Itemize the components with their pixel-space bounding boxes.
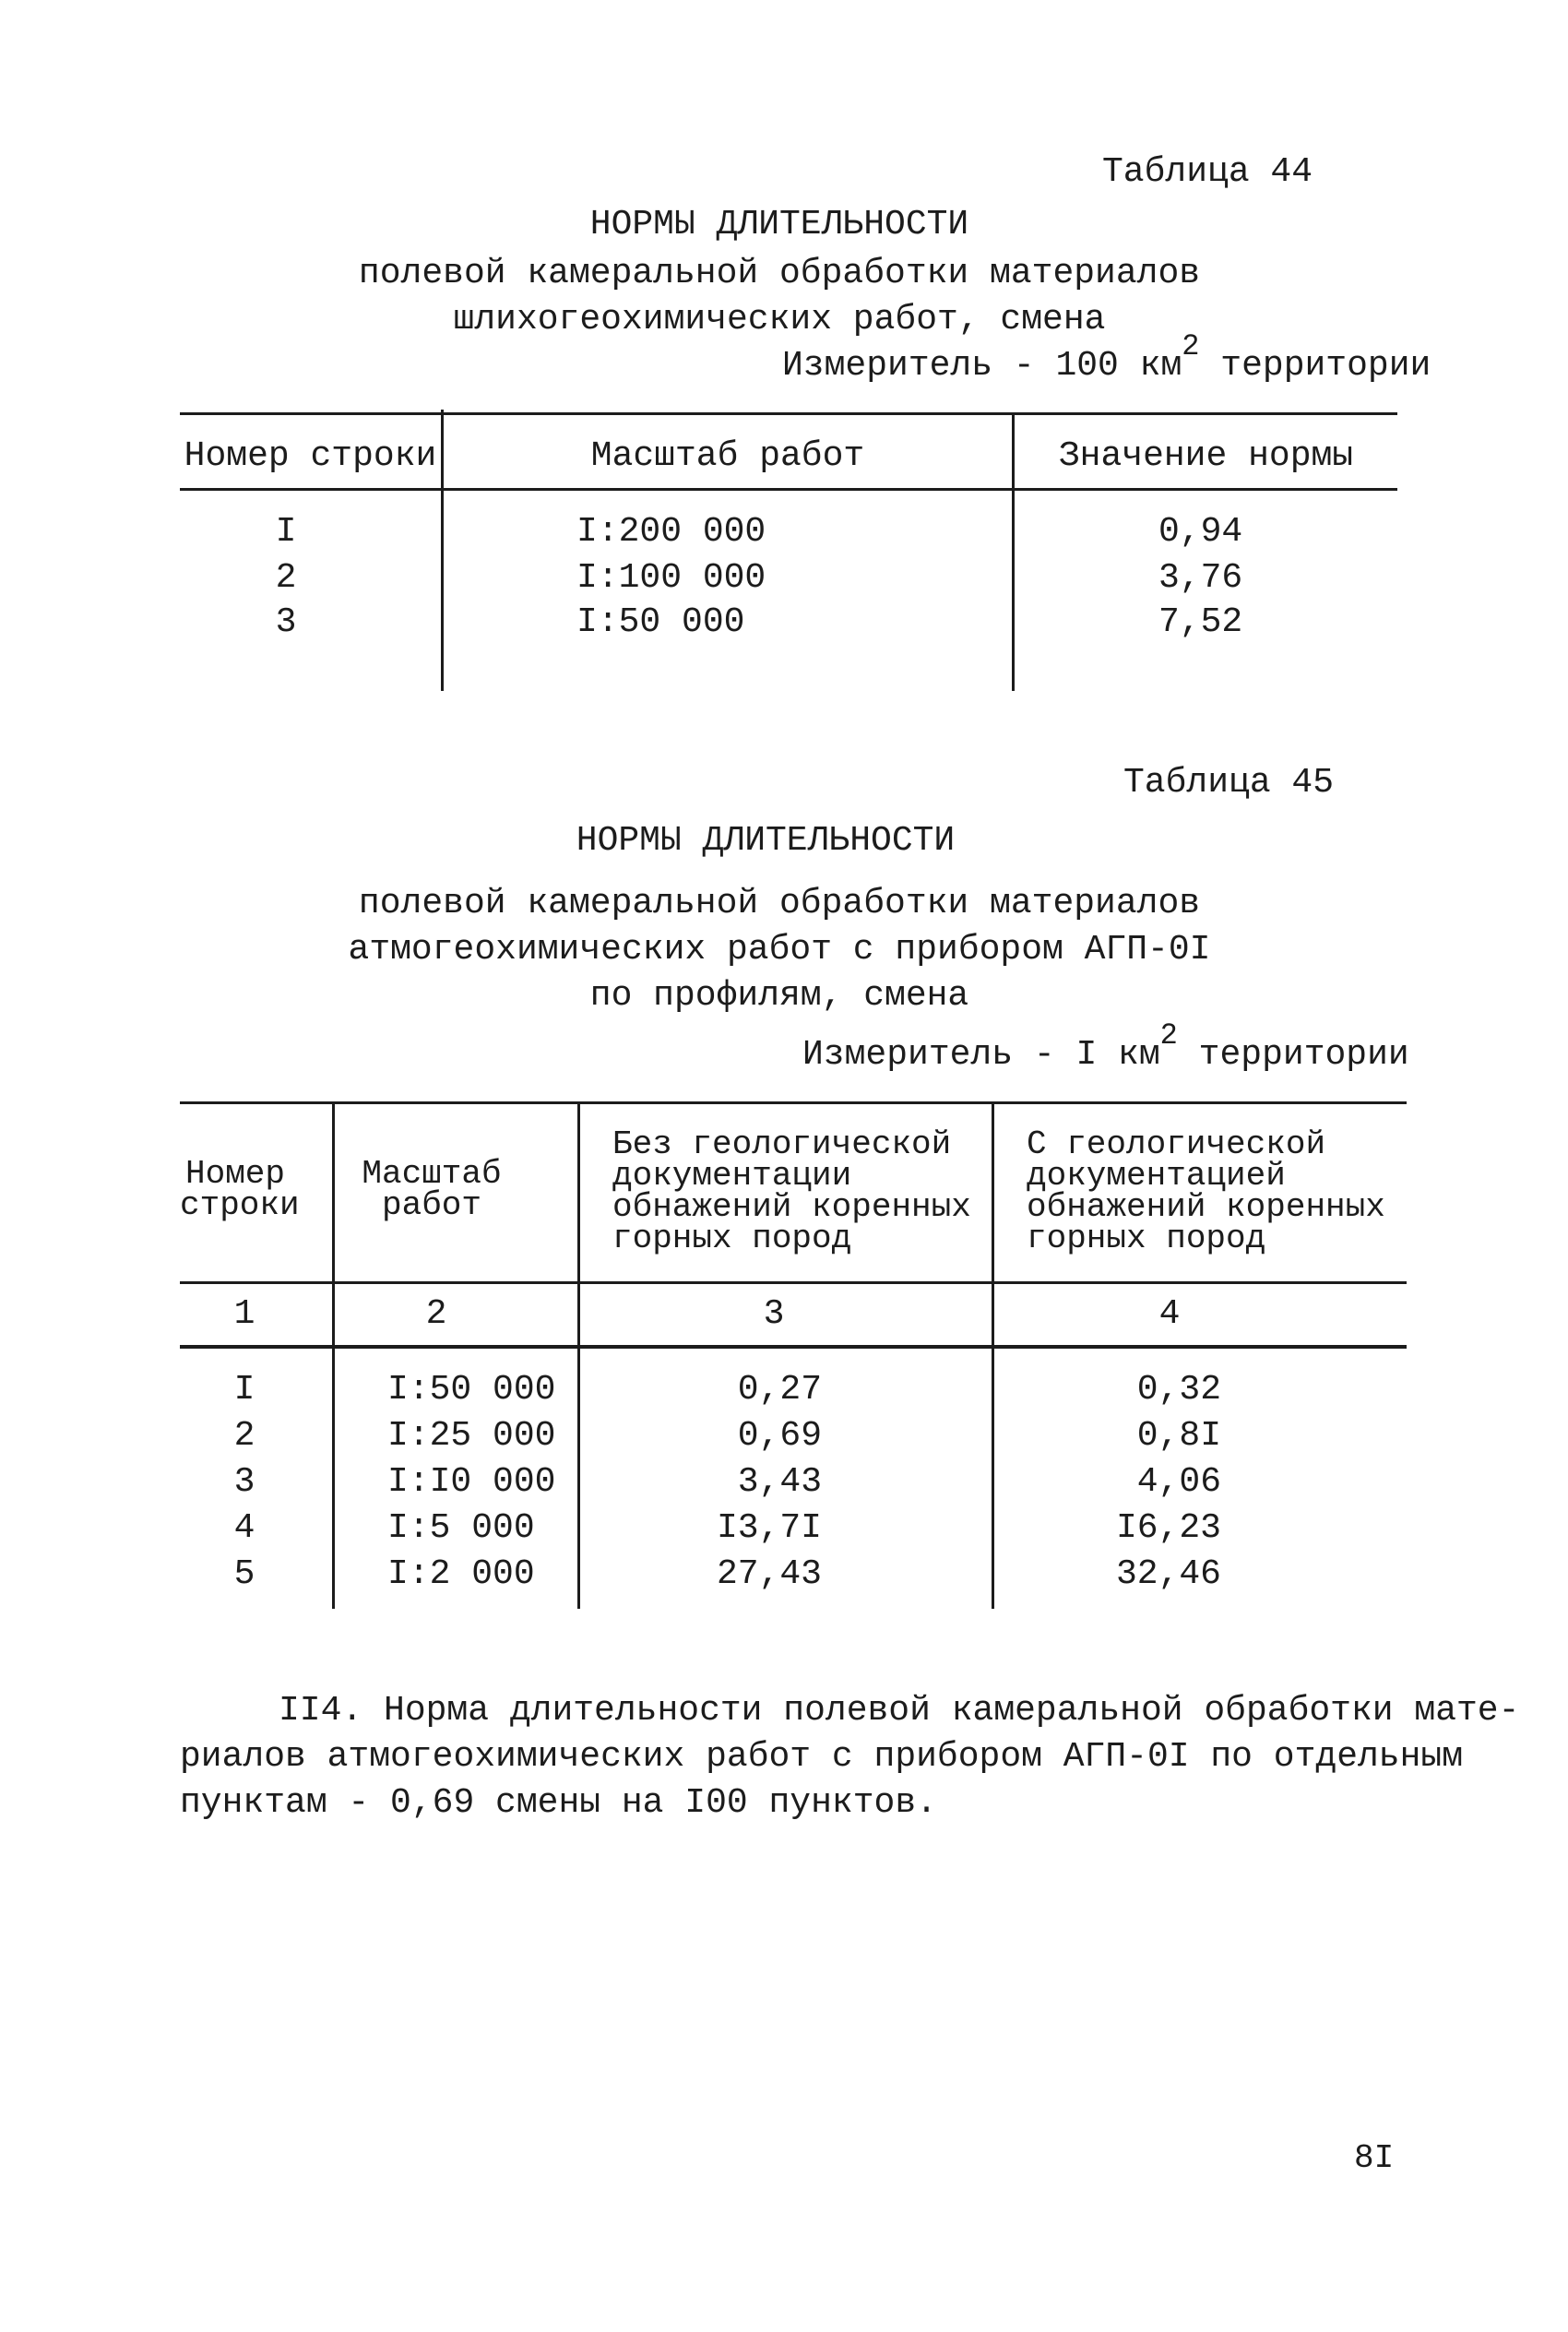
row-number: I: [233, 1370, 255, 1410]
value-without-doc: 0,27: [737, 1370, 822, 1410]
norm-value: 3,76: [1158, 558, 1243, 598]
table44-header-row-number: Номер строки: [184, 436, 437, 476]
column-number: 4: [1158, 1294, 1181, 1334]
table45-unit-prefix: Измеритель - I км: [802, 1035, 1160, 1075]
header-line: документацией: [1027, 1157, 1286, 1195]
column-number: 3: [763, 1294, 785, 1334]
table45-unit-suffix: территории: [1177, 1035, 1409, 1075]
value-with-doc: 4,06: [1136, 1462, 1221, 1502]
table44-header-norm: Значение нормы: [1058, 436, 1354, 476]
scale-value: I:100 000: [576, 558, 766, 598]
table45-unit-superscript: 2: [1159, 1018, 1178, 1053]
value-without-doc: I3,7I: [716, 1508, 822, 1548]
row-number: 4: [233, 1508, 255, 1548]
table44-label: Таблица 44: [1102, 152, 1313, 192]
value-with-doc: 32,46: [1115, 1554, 1221, 1594]
table44-unit-prefix: Измеритель - 100 км: [782, 346, 1182, 386]
table44-unit-superscript: 2: [1182, 329, 1200, 363]
table44-header-rule: [180, 488, 1397, 491]
scale-value: I:I0 000: [387, 1462, 556, 1502]
scale-value: I:200 000: [576, 512, 766, 552]
table45-subtitle-line3: по профилям, смена: [589, 976, 969, 1016]
table45-numbers-rule: [180, 1345, 1407, 1349]
header-line: горных пород: [1027, 1220, 1266, 1257]
page-number: 8I: [1354, 2139, 1395, 2177]
row-number: 5: [233, 1554, 255, 1594]
table44-subtitle-line2: шлихогеохимических работ, смена: [453, 300, 1106, 339]
scale-value: I:5 000: [387, 1508, 535, 1548]
table44-unit: [782, 329, 1431, 386]
column-number: 2: [425, 1294, 447, 1334]
header-line: работ: [381, 1186, 482, 1224]
header-line: обнажений коренных: [1027, 1188, 1385, 1226]
header-line: горных пород: [612, 1220, 852, 1257]
table45-header-scale: [335, 1155, 529, 1224]
table45-header-row-number: [180, 1155, 300, 1224]
table44-unit-suffix: территории: [1199, 346, 1431, 386]
table44-header-scale: Масштаб работ: [590, 436, 865, 476]
table45-subtitle-line1: полевой камеральной обработки материалов: [358, 884, 1201, 923]
table45-title: НОРМЫ ДЛИТЕЛЬНОСТИ: [576, 821, 956, 861]
table45-subtitle-line2: атмогеохимических работ с прибором АГП-0I: [348, 930, 1211, 970]
table45-header-rule: [180, 1281, 1407, 1284]
table44-subtitle-line1: полевой камеральной обработки материалов: [358, 254, 1201, 293]
header-line: Масштаб: [362, 1155, 502, 1193]
header-line: Без геологической: [612, 1125, 952, 1163]
header-line: документации: [612, 1157, 852, 1195]
table45-header-with-doc: [1027, 1125, 1385, 1257]
table45-top-rule: [180, 1101, 1407, 1104]
scale-value: I:50 000: [576, 602, 745, 642]
header-line: Номер: [184, 1155, 286, 1193]
value-with-doc: 0,8I: [1136, 1416, 1221, 1456]
value-with-doc: I6,23: [1115, 1508, 1221, 1548]
row-number: 2: [233, 1416, 255, 1456]
paragraph-line-3: пунктам - 0,69 смены на I00 пунктов.: [180, 1783, 937, 1823]
row-number: I: [275, 512, 297, 552]
scale-value: I:25 000: [387, 1416, 556, 1456]
table45-header-without-doc: [612, 1125, 971, 1257]
table44-top-rule: [180, 412, 1397, 415]
column-number: 1: [233, 1294, 255, 1334]
scale-value: I:2 000: [387, 1554, 535, 1594]
row-number: 3: [233, 1462, 255, 1502]
row-number: 2: [275, 558, 297, 598]
norm-value: 0,94: [1158, 512, 1243, 552]
scale-value: I:50 000: [387, 1370, 556, 1410]
table44-title: НОРМЫ ДЛИТЕЛЬНОСТИ: [589, 205, 969, 244]
norm-value: 7,52: [1158, 602, 1243, 642]
value-without-doc: 0,69: [737, 1416, 822, 1456]
header-line: строки: [180, 1186, 300, 1224]
value-with-doc: 0,32: [1136, 1370, 1221, 1410]
value-without-doc: 3,43: [737, 1462, 822, 1502]
row-number: 3: [275, 602, 297, 642]
paragraph-line-2: риалов атмогеохимических работ с прибором АГП-0I по отдельным: [180, 1737, 1464, 1777]
header-line: обнажений коренных: [612, 1188, 971, 1226]
paragraph-line-1: II4. Норма длительности полевой камеральной обработки мате-: [279, 1691, 1520, 1731]
table45-unit: [802, 1018, 1409, 1075]
header-line: С геологической: [1027, 1125, 1326, 1163]
table45-label: Таблица 45: [1123, 763, 1335, 803]
value-without-doc: 27,43: [716, 1554, 822, 1594]
